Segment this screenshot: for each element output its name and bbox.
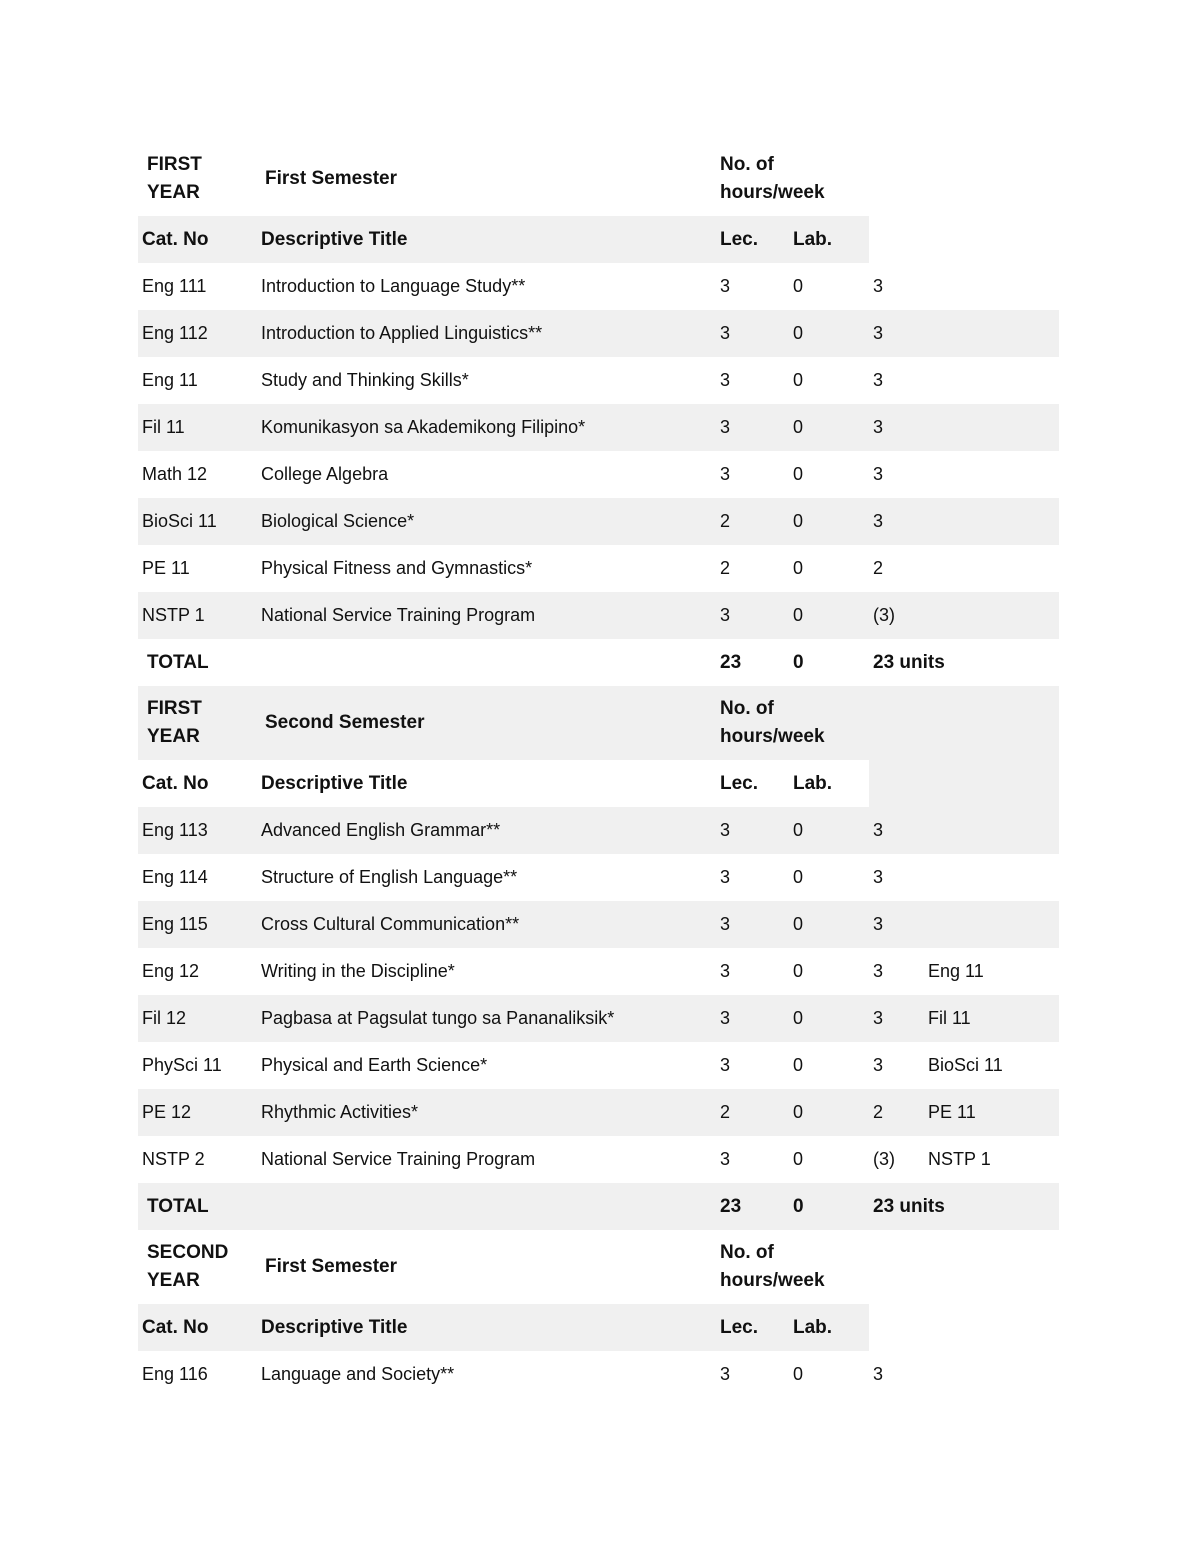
course-row (138, 310, 1059, 357)
lec-header: Lec. (716, 216, 789, 263)
course-lab-hours: 0 (793, 370, 804, 390)
course-cat-no: PE 11 (142, 558, 190, 578)
hours-per-week-header: No. of hours/week (720, 154, 825, 203)
course-title: Introduction to Applied Linguistics** (257, 310, 716, 357)
course-lec-hours: 3 (716, 310, 789, 357)
course-lec-hours: 3 (720, 1364, 731, 1384)
total-spacer (257, 1183, 716, 1230)
semester-header-row (138, 1230, 1059, 1304)
course-title: Physical Fitness and Gymnastics* (261, 558, 533, 578)
course-row (138, 1042, 1059, 1089)
lab-header: Lab. (789, 1304, 869, 1351)
course-title: Biological Science* (257, 498, 716, 545)
course-prerequisite (924, 263, 1059, 310)
course-lab-hours: 0 (793, 1149, 804, 1169)
year-label: SECOND YEAR (147, 1242, 229, 1291)
total-units: 23 units (869, 1183, 1059, 1230)
course-cat-no: Eng 12 (142, 961, 200, 981)
hours-per-week-header: No. of hours/week (716, 686, 869, 760)
course-prerequisite (924, 498, 1059, 545)
hours-per-week-header: No. of hours/week (720, 1242, 825, 1291)
course-cat-no: Math 12 (142, 464, 208, 484)
curriculum-table-body (138, 142, 1059, 1398)
course-prerequisite (924, 451, 1059, 498)
course-prerequisite (924, 807, 1059, 854)
course-lec-hours: 3 (716, 807, 789, 854)
course-lab-hours: 0 (789, 807, 869, 854)
course-lec-hours: 3 (716, 901, 789, 948)
course-lec-hours: 3 (720, 961, 731, 981)
course-lab-hours: 0 (789, 592, 869, 639)
total-row (138, 639, 1059, 686)
course-lec-hours: 3 (720, 464, 731, 484)
course-units: 3 (869, 807, 924, 854)
course-lab-hours: 0 (793, 1055, 804, 1075)
course-title: Komunikasyon sa Akademikong Filipino* (257, 404, 716, 451)
course-lab-hours: 0 (793, 464, 804, 484)
total-units: 23 units (873, 651, 945, 673)
course-cat-no: Fil 11 (138, 404, 257, 451)
course-cat-no: BioSci 11 (138, 498, 257, 545)
course-row (138, 995, 1059, 1042)
course-prerequisite (924, 901, 1059, 948)
course-prerequisite (924, 592, 1059, 639)
course-cat-no: NSTP 2 (142, 1149, 205, 1169)
course-lec-hours: 3 (720, 370, 731, 390)
course-lec-hours: 3 (716, 404, 789, 451)
total-lab: 0 (789, 1183, 869, 1230)
course-units: 3 (869, 498, 924, 545)
course-title: Structure of English Language** (261, 867, 518, 887)
course-prerequisite: Eng 11 (928, 961, 984, 981)
course-prerequisite (924, 854, 1059, 901)
course-units: 3 (873, 276, 884, 296)
units-prerequisite-header (869, 142, 1059, 263)
course-lec-hours: 2 (716, 1089, 789, 1136)
course-title: National Service Training Program (257, 592, 716, 639)
semester-label: First Semester (265, 168, 398, 189)
course-title: Writing in the Discipline* (261, 961, 455, 981)
course-lec-hours: 3 (720, 1055, 731, 1075)
course-lec-hours: 3 (716, 995, 789, 1042)
course-units: 2 (869, 1089, 924, 1136)
course-units: 3 (873, 1364, 884, 1384)
cat-no-header: Cat. No (142, 772, 209, 794)
course-prerequisite (924, 545, 1059, 592)
course-title: Pagbasa at Pagsulat tungo sa Pananaliksik* (257, 995, 716, 1042)
year-label: FIRST YEAR (147, 154, 202, 203)
descriptive-title-header: Descriptive Title (257, 216, 716, 263)
units-prerequisite-header (869, 1230, 1059, 1351)
course-lab-hours: 0 (793, 961, 804, 981)
course-title: Cross Cultural Communication** (257, 901, 716, 948)
year-label: FIRST YEAR (138, 686, 257, 760)
course-row (138, 854, 1059, 901)
course-title: National Service Training Program (261, 1149, 536, 1169)
course-prerequisite: NSTP 1 (928, 1149, 991, 1169)
course-units: 3 (873, 867, 884, 887)
course-units: 3 (869, 901, 924, 948)
course-cat-no: PE 12 (138, 1089, 257, 1136)
course-title: Language and Society** (261, 1364, 455, 1384)
semester-label: First Semester (265, 1256, 398, 1277)
descriptive-title-header: Descriptive Title (261, 772, 408, 794)
course-row (138, 263, 1059, 310)
course-row (138, 451, 1059, 498)
course-cat-no: Eng 112 (138, 310, 257, 357)
cat-no-header: Cat. No (138, 216, 257, 263)
semester-label: Second Semester (257, 686, 716, 760)
course-lab-hours: 0 (789, 498, 869, 545)
course-lec-hours: 2 (716, 498, 789, 545)
course-units: 3 (869, 404, 924, 451)
course-cat-no: Fil 12 (138, 995, 257, 1042)
course-prerequisite: Fil 11 (924, 995, 1059, 1042)
course-units: (3) (869, 592, 924, 639)
course-cat-no: Eng 111 (142, 276, 207, 296)
course-prerequisite: BioSci 11 (928, 1055, 1003, 1075)
course-lec-hours: 2 (720, 558, 731, 578)
course-lab-hours: 0 (789, 995, 869, 1042)
course-row (138, 948, 1059, 995)
course-units: 3 (873, 961, 884, 981)
course-cat-no: Eng 115 (138, 901, 257, 948)
course-row (138, 404, 1059, 451)
course-units: 3 (873, 464, 884, 484)
course-lab-hours: 0 (793, 276, 804, 296)
course-row (138, 901, 1059, 948)
course-lec-hours: 3 (720, 1149, 731, 1169)
course-row (138, 357, 1059, 404)
course-row (138, 545, 1059, 592)
course-units: 3 (873, 370, 884, 390)
course-units: 2 (873, 558, 884, 578)
course-lec-hours: 3 (716, 592, 789, 639)
total-row (138, 1183, 1059, 1230)
descriptive-title-header: Descriptive Title (257, 1304, 716, 1351)
course-title: Physical and Earth Science* (261, 1055, 488, 1075)
course-title: Study and Thinking Skills* (261, 370, 469, 390)
course-row (138, 1136, 1059, 1183)
semester-header-row (138, 142, 1059, 216)
course-title: College Algebra (261, 464, 389, 484)
course-units: 3 (869, 310, 924, 357)
course-cat-no: Eng 116 (142, 1364, 208, 1384)
total-lec: 23 (716, 1183, 789, 1230)
lab-header: Lab. (793, 772, 833, 794)
course-row (138, 592, 1059, 639)
course-lab-hours: 0 (789, 901, 869, 948)
units-prerequisite-header (869, 686, 1059, 807)
course-lab-hours: 0 (789, 404, 869, 451)
lab-header: Lab. (789, 216, 869, 263)
course-row (138, 1089, 1059, 1136)
course-row (138, 498, 1059, 545)
cat-no-header: Cat. No (138, 1304, 257, 1351)
course-lec-hours: 3 (720, 276, 731, 296)
course-units: 3 (869, 995, 924, 1042)
curriculum-table (138, 142, 1059, 1398)
course-units: 3 (873, 1055, 884, 1075)
course-lab-hours: 0 (793, 1364, 804, 1384)
course-cat-no: Eng 11 (142, 370, 198, 390)
course-lab-hours: 0 (793, 558, 804, 578)
course-lec-hours: 3 (720, 867, 731, 887)
course-cat-no: Eng 114 (142, 867, 208, 887)
total-lec: 23 (720, 651, 742, 673)
total-lab: 0 (793, 651, 804, 673)
course-prerequisite (924, 310, 1059, 357)
course-title: Advanced English Grammar** (257, 807, 716, 854)
lec-header: Lec. (716, 1304, 789, 1351)
course-lab-hours: 0 (793, 867, 804, 887)
lec-header: Lec. (720, 772, 759, 794)
course-lab-hours: 0 (789, 1089, 869, 1136)
course-prerequisite (924, 1351, 1059, 1398)
course-lab-hours: 0 (789, 310, 869, 357)
course-prerequisite: PE 11 (924, 1089, 1059, 1136)
semester-header-row (138, 686, 1059, 760)
course-units: (3) (873, 1149, 896, 1169)
total-label: TOTAL (147, 651, 209, 673)
course-prerequisite (924, 357, 1059, 404)
course-cat-no: Eng 113 (138, 807, 257, 854)
course-title: Introduction to Language Study** (261, 276, 526, 296)
course-title: Rhythmic Activities* (257, 1089, 716, 1136)
course-row (138, 807, 1059, 854)
course-cat-no: PhySci 11 (142, 1055, 222, 1075)
course-prerequisite (924, 404, 1059, 451)
course-cat-no: NSTP 1 (138, 592, 257, 639)
total-label: TOTAL (138, 1183, 257, 1230)
total-spacer (257, 639, 716, 686)
course-row (138, 1351, 1059, 1398)
